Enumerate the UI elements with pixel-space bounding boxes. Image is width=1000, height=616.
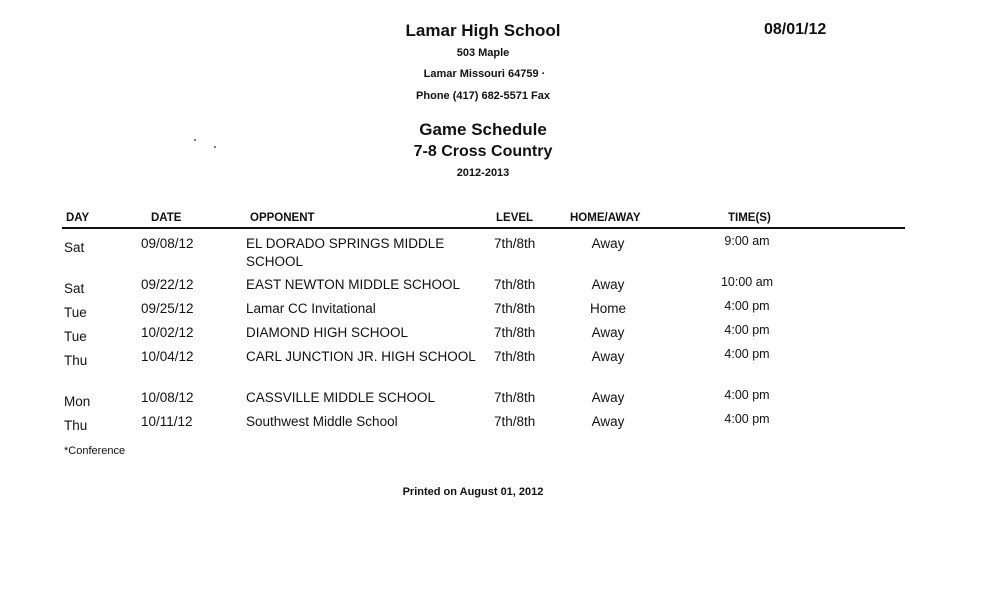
cell-home-away: Away [591, 277, 625, 292]
cell-level: 7th/8th [494, 390, 536, 405]
phone-fax-line: Phone (417) 682-5571 Fax [416, 90, 550, 102]
column-header-opponent: OPPONENT [250, 212, 315, 224]
cell-day: Thu [64, 353, 88, 368]
cell-day: Thu [64, 418, 88, 433]
cell-date: 10/02/12 [141, 325, 194, 340]
cell-day: Sat [64, 281, 85, 296]
cell-opponent: CASSVILLE MIDDLE SCHOOL [246, 390, 436, 405]
school-name: Lamar High School [405, 21, 561, 40]
cell-date: 10/11/12 [141, 414, 193, 429]
cell-opponent: Lamar CC Invitational [246, 301, 376, 316]
cell-date: 09/08/12 [141, 236, 194, 251]
cell-date: 09/25/12 [141, 301, 194, 316]
cell-level: 7th/8th [494, 325, 536, 340]
cell-home-away: Away [591, 325, 625, 340]
scan-speck [214, 146, 216, 148]
column-header-day: DAY [66, 212, 90, 224]
cell-level: 7th/8th [494, 301, 536, 316]
cell-time: 9:00 am [724, 234, 770, 248]
cell-time: 10:00 am [720, 275, 774, 289]
cell-date: 10/08/12 [141, 390, 194, 405]
cell-opponent: EAST NEWTON MIDDLE SCHOOL [246, 277, 461, 292]
cell-home-away: Away [591, 236, 625, 251]
season-year: 2012-2013 [456, 167, 510, 179]
cell-day: Tue [64, 305, 87, 320]
cell-home-away: Home [589, 301, 626, 316]
column-header-home-away: HOME/AWAY [570, 212, 641, 224]
cell-level: 7th/8th [494, 414, 536, 429]
street-address: 503 Maple [456, 47, 510, 59]
column-header-level: LEVEL [496, 212, 534, 224]
column-header-times: TIME(S) [728, 212, 771, 224]
cell-date: 09/22/12 [141, 277, 194, 292]
cell-date: 10/04/12 [141, 349, 194, 364]
header-divider [62, 227, 905, 229]
cell-home-away: Away [591, 390, 625, 405]
cell-time: 4:00 pm [724, 388, 770, 402]
cell-time: 4:00 pm [724, 323, 770, 337]
cell-level: 7th/8th [494, 349, 536, 364]
cell-opponent: EL DORADO SPRINGS MIDDLE SCHOOL [246, 236, 445, 269]
cell-opponent: Southwest Middle School [246, 414, 398, 429]
conference-footnote: *Conference [64, 445, 126, 457]
cell-level: 7th/8th [494, 236, 536, 251]
document-subtitle: 7-8 Cross Country [413, 143, 553, 160]
column-header-date: DATE [151, 212, 182, 224]
printed-on-date: Printed on August 01, 2012 [402, 486, 544, 498]
cell-level: 7th/8th [494, 277, 536, 292]
cell-opponent: DIAMOND HIGH SCHOOL [246, 325, 409, 340]
cell-home-away: Away [591, 349, 625, 364]
cell-home-away: Away [591, 414, 625, 429]
document-title: Game Schedule [419, 120, 547, 139]
header-date: 08/01/12 [764, 21, 827, 38]
cell-time: 4:00 pm [724, 347, 770, 361]
cell-time: 4:00 pm [724, 412, 770, 426]
cell-day: Tue [64, 329, 87, 344]
cell-opponent: CARL JUNCTION JR. HIGH SCHOOL [246, 349, 476, 364]
cell-day: Sat [64, 240, 85, 255]
cell-day: Mon [64, 394, 91, 409]
scan-speck [194, 139, 196, 141]
cell-time: 4:00 pm [724, 299, 770, 313]
city-state-zip: Lamar Missouri 64759 · [423, 68, 546, 80]
